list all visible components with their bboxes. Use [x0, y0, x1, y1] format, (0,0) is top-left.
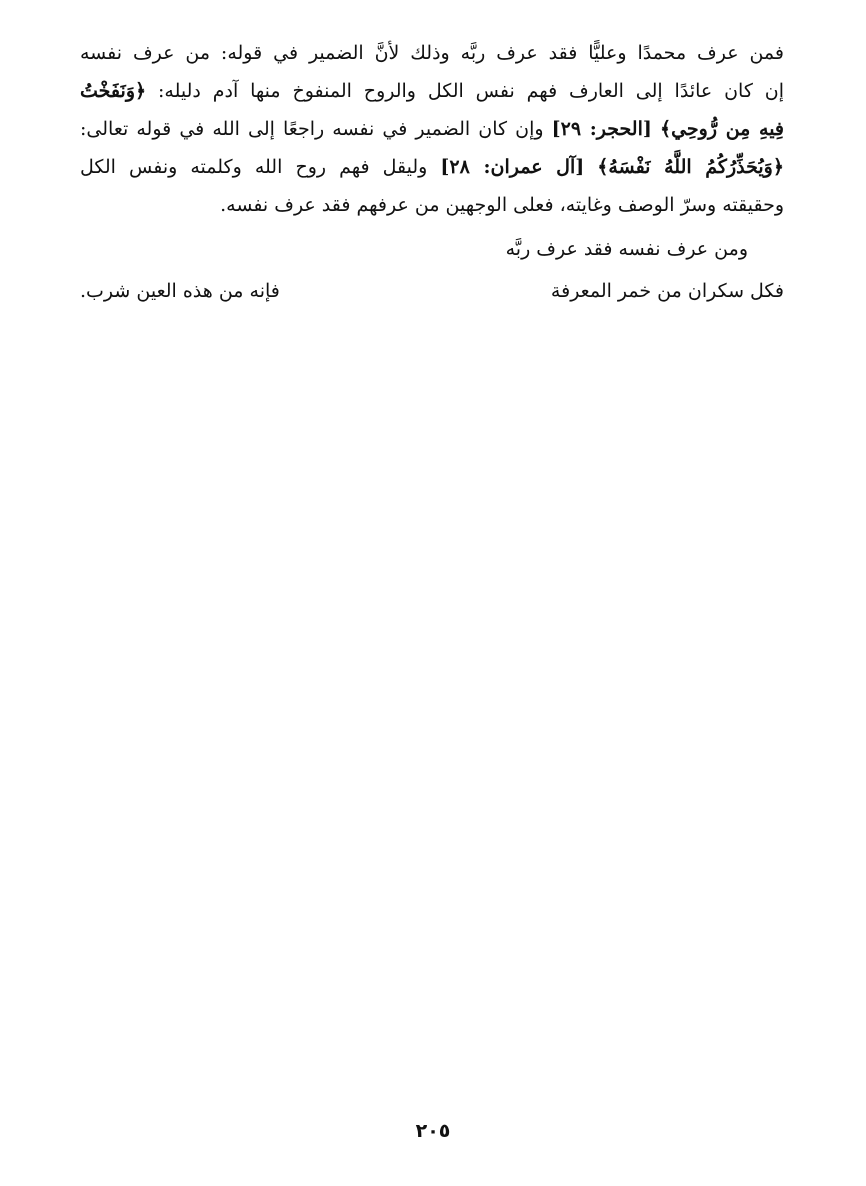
paragraph-text: وليقل فهم روح الله وكلمته ونفس الكل: [80, 156, 428, 178]
poem-hemistich-first: فكل سكران من خمر المعرفة: [550, 280, 784, 302]
paragraph-text: إن كان عائدًا إلى العارف فهم نفس الكل والروح المنفوخ منها آدم دليله:: [158, 80, 784, 102]
paragraph-line-5: وحقيقته وسرّ الوصف وغايته، فعلى الوجهين من عرفهم فقد عرف نفسه.: [220, 194, 784, 216]
page-number: ٢٠٥: [415, 1120, 451, 1142]
poem-intro: ومن عرف نفسه فقد عرف ربَّه: [505, 238, 748, 260]
quran-verse: ﴿وَنَفَخْتُ: [80, 80, 147, 102]
paragraph-line-2: [80, 72, 784, 110]
poem-verse: [80, 272, 784, 310]
verse-reference: [الحجر: ٢٩]: [551, 118, 652, 140]
paragraph-text: وإن كان الضمير في نفسه راجعًا إلى الله في قوله تعالى:: [80, 118, 544, 140]
paragraph-line-4: [80, 148, 784, 186]
poem-hemistich-second: فإنه من هذه العين شرب.: [80, 280, 280, 302]
quran-verse: ﴿وَيُحَذِّرُكُمُ اللَّهُ نَفْسَهُ﴾: [597, 156, 784, 178]
paragraph-line-1: فمن عرف محمدًا وعليًّا فقد عرف ربَّه وذلك لأنَّ الضمير في قوله: من عرف نفسه: [80, 42, 784, 64]
quran-verse: فِيهِ مِن رُّوحِي﴾: [659, 118, 784, 140]
page-body: [80, 34, 784, 310]
paragraph-line-3: [80, 110, 784, 148]
verse-reference: [آل عمران: ٢٨]: [440, 156, 585, 178]
